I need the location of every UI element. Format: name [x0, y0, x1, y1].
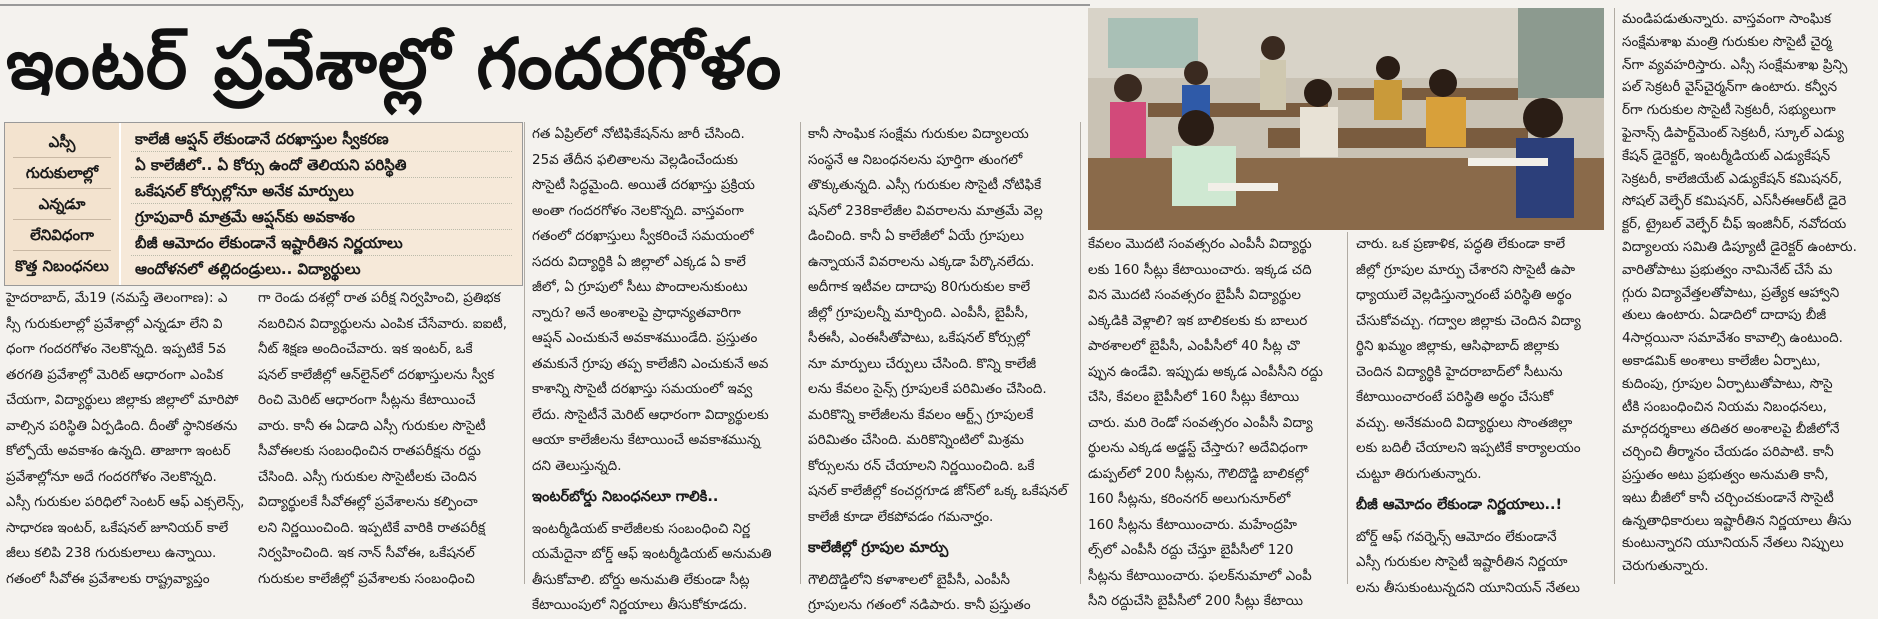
article-text-line: కోల్పోయే అవకాశం ఉన్నది. తాజాగా ఇంటర్	[6, 443, 231, 459]
article-text-line: అంతా గందరగోళం నెలకొన్నది. వాస్తవంగా	[532, 202, 744, 219]
article-text-line: చర్చించి తీర్మానం చేయడం పరిపాటి. కానీ	[1622, 444, 1834, 461]
article-text-line: గ్రూపులను గతంలో నడిపారు. కానీ ప్రస్తుతం	[808, 597, 1031, 613]
article-column-4	[808, 122, 1070, 613]
article-text-line: కేటాయింపులో నిర్ణయాలు తీసుకోకూడదు.	[532, 597, 748, 613]
article-text-line: విద్యాలయ సమితి డిప్యూటీ డైరెక్టర్ ఉంటారు.	[1622, 238, 1857, 255]
article-text-line: ప్పున ఉండేవి. ఇప్పుడు అక్కడ ఎంపీసీని రద్దు	[1088, 363, 1323, 380]
article-text-line: క్టర్, ట్రైబల్ వెల్ఫేర్ చీఫ్ ఇంజినీర్, నవోదయ	[1622, 216, 1847, 233]
article-text-line: డుప్పల్‌లో 200 సీట్లను, గౌలిదొడ్డి బాలికల్లో	[1088, 465, 1309, 482]
article-text-line: జీల్లో గ్రూపులన్నీ మార్చింది. ఎంపీసీ, బైపీసీ,	[808, 304, 1029, 321]
article-text-line: టీకి సంబంధించిన నియమ నిబంధనలు,	[1622, 398, 1827, 415]
article-text-line: చెందిన విద్యార్థికి హైదరాబాద్‌లో సీటును	[1356, 363, 1563, 380]
article-text-line: పల్ సెక్రటరీ వైస్‌చైర్మన్‌గా ఉంటారు. కన్వీన	[1622, 79, 1838, 96]
summary-point: గ్రూపువారీ మాత్రమే ఆప్షన్‌కు అవకాశం	[131, 205, 512, 230]
article-text-line: చేసింది. ఎస్సీ గురుకుల సొసైటీలకు చెందిన	[258, 468, 477, 485]
article-text-line: కాశాన్ని సొసైటీ దరఖాస్తు సమయంలో ఇవ్వ	[532, 381, 753, 397]
article-text-line: ధంగా గందరగోళం నెలకొన్నది. ఇప్పటికే 5వ	[6, 341, 226, 357]
article-column-3	[532, 122, 790, 613]
article-text-line: కాలేజీ కూడా లేకపోవడం గమనార్హం.	[808, 508, 994, 525]
article-text-line: నిర్వహించింది. ఇక నాన్ సీవోఈ, ఒకేషనల్	[258, 545, 475, 561]
article-text-line: సీట్లను కేటాయించారు. ఫలక్‌నుమాలో ఎంపీ	[1088, 567, 1312, 584]
article-text-line: న్‌గా వ్యవహరిస్తారు. ఎస్సీ సంక్షేమశాఖ ప్రిన్సి	[1622, 56, 1848, 73]
article-text-line: షనల్ కాలేజీల్లో కంచర్లగూడ జోన్‌లో ఒక్క ఒకేషనల్	[808, 483, 1068, 499]
article-text-line: సోషల్ వెల్ఫేర్ కమిషనర్, ఎస్‌సీఈఆర్‌టీ డైరె	[1622, 193, 1847, 210]
article-text-line: ఆప్షన్ ఎంచుకునే అవకాశముండేది. ప్రస్తుతం	[532, 330, 758, 346]
article-text-line: వచ్చు. అనేకమంది విద్యార్థులు సొంతజిల్లా	[1356, 414, 1573, 431]
article-text-line: గౌలిదొడ్డిలోని కళాశాలలో బైపీసీ, ఎంపీసీ	[808, 571, 1010, 588]
article-text-line: చారు. మరి రెండో సంవత్సరం ఎంపీసీ విద్యా	[1088, 414, 1313, 431]
headline: ఇంటర్ ప్రవేశాల్లో గందరగోళం	[6, 23, 783, 105]
article-text-line: న్నారు? అనే అంశాలపై ప్రాధాన్యతవారిగా	[532, 304, 741, 321]
article-text-line: అదీగాక ఇటీవల దాదాపు 80గురుకుల కాలే	[808, 279, 1031, 295]
article-text-line: 4సార్లయినా సమావేశం కావాల్సి ఉంటుంది.	[1622, 330, 1843, 347]
article-text-line: గా రెండు దశల్లో రాత పరీక్ష నిర్వహించి, ప్రతిభక	[258, 290, 501, 306]
article-text-line: నీట్ శిక్షణ అందించేవారు. ఇక ఇంటర్, ఒకే	[258, 341, 473, 357]
article-subheading: కాలేజీల్లో గ్రూపుల మార్పు	[808, 540, 949, 556]
column-divider	[800, 122, 801, 584]
article-text-line: ప్రవేశాల్లోనూ అదే గందరగోళం నెలకొన్నది.	[6, 468, 217, 485]
article-text-line: లను తీసుకుంటున్నదని యూనియన్ నేతలు	[1356, 579, 1580, 596]
article-subheading: ఇంటర్‌బోర్డు నిబంధనలూ గాలికి..	[532, 489, 719, 505]
article-text-line: సాధారణ ఇంటర్, ఒకేషనల్ జూనియర్ కాలే	[6, 519, 229, 536]
article-column-1	[6, 286, 246, 587]
article-text-line: వారితోపాటు ప్రభుత్వం నామినేట్ చేసే మ	[1622, 261, 1833, 278]
summary-label	[5, 123, 121, 285]
summary-point: ఏ కాలేజీలో.. ఏ కోర్సు ఉందో తెలియని పరిస్థితి	[131, 153, 512, 178]
article-text-line: కేషన్ డైరెక్టర్, ఇంటర్మీడియట్ ఎడ్యుకేషన్	[1622, 147, 1831, 164]
article-text-line: ఇంటర్మీడియట్ కాలేజీలకు సంబంధించి నిర్ణ	[532, 520, 751, 537]
article-text-line: సెక్రటరీ, కాలేజియేట్ ఎడ్యుకేషన్ కమిషనర్,	[1622, 170, 1843, 187]
article-text-line: ప్రస్తుతం అటు ప్రభుత్వం అనుమతి కానీ,	[1622, 466, 1829, 483]
article-text-line: మార్గదర్శకాలు తదితర అంశాలపై బీజీలోనే	[1622, 421, 1840, 438]
article-text-line: లని నిర్ణయించింది. ఇప్పటికే వారికి రాతపరీక్ష	[258, 519, 486, 536]
article-text-line: సదరు విద్యార్థికి ఏ జిల్లాలో ఎక్కడ ఏ కాలే	[532, 253, 746, 270]
summary-label-line: లేనివిధంగా	[13, 220, 111, 251]
article-text-line: ర్‌గా గురుకుల సొసైటీ సెక్రటరీ, సభ్యులుగా	[1622, 102, 1836, 119]
article-text-line: సొసైటీ సిద్ధమైంది. అయితే దరఖాస్తు ప్రక్రియ	[532, 177, 755, 193]
article-text-line: నూ మార్పులు చేర్పులు చేసింది. కొన్ని కాలేజీ	[808, 355, 1037, 372]
article-text-line: విన మొదటి సంవత్సరం బైపీసీ విద్యార్థుల	[1088, 287, 1301, 303]
column-divider	[1614, 8, 1615, 584]
article-text-line: కుంటున్నారని యూనియన్ నేతలు నిప్పులు	[1622, 535, 1844, 552]
article-text-line: కుదింపు, గ్రూపుల ఏర్పాటుతోపాటు, సొసై	[1622, 375, 1833, 392]
article-text-line: చేయగా, విద్యార్థులు జిల్లాకు జిల్లాలో మారిపో	[6, 392, 239, 408]
article-column-2	[258, 286, 510, 587]
article-text-line: సీఈసీ, ఎంఈసీతోపాటు, ఒకేషనల్ కోర్సుల్లో	[808, 330, 1030, 346]
summary-label-line: కొత్త నిబంధనలు	[15, 257, 109, 275]
article-text-line: అకాడమిక్ అంశాలు కాలేజీల ఏర్పాటు,	[1622, 352, 1821, 369]
article-text-line: లకు బదిలీ చేయాలని ఇప్పటికే కార్యాలయం	[1356, 440, 1581, 456]
article-column-5	[1088, 232, 1338, 609]
article-text-line: ల్స్‌లో ఎంపీసీ రద్దు చేస్తూ బైపీసీలో 120	[1088, 542, 1294, 558]
article-text-line: గ్గురు విద్యావేత్తలతోపాటు, ప్రత్యేక ఆహ్వాని	[1622, 284, 1840, 301]
article-text-line: ఎక్కడికి వెళ్లాలి? ఇక బాలికలకు కు బాలుర	[1088, 312, 1308, 329]
article-text-line: కోర్సులను రన్ చేయాలని నిర్ణయించింది. ఒకే	[808, 457, 1035, 474]
article-text-line: గతంలో దరఖాస్తులు స్వీకరించే సమయంలో	[532, 228, 754, 244]
article-text-line: ఎస్సీ గురుకుల పరిధిలో సెంటర్ ఆఫ్ ఎక్సలెన్స్,	[6, 494, 245, 510]
article-text-line: దని తెలుస్తున్నది.	[532, 457, 622, 474]
article-text-line: ర్థులను ఎక్కడ అడ్జస్ట్ చేస్తారు? అదేవిధంగా	[1088, 440, 1308, 456]
summary-box	[4, 122, 523, 286]
article-text-line: తరగతి ప్రవేశాల్లో మెరిట్ ఆధారంగా ఎంపిక	[6, 366, 223, 383]
summary-point: బీజీ ఆమోదం లేకుండానే ఇష్టారీతిన నిర్ణయాలు	[131, 231, 512, 256]
article-text-line: రించి మెరిట్ ఆధారంగా సీట్లను కేటాయించే	[258, 392, 476, 408]
article-text-line: చారు. ఒక ప్రణాళిక, పద్ధతి లేకుండా కాలే	[1356, 236, 1566, 252]
photo-illustration	[1088, 8, 1604, 230]
article-text-line: చెరుగుతున్నారు.	[1622, 558, 1709, 575]
column-divider	[1347, 232, 1348, 584]
article-text-line: లేదు. సొసైటీనే మెరిట్ ఆధారంగా విద్యార్థులకు	[532, 406, 769, 423]
summary-label-line: గురుకులాల్లో	[13, 158, 111, 189]
article-text-line: లను కేవలం సైన్స్ గ్రూపులకే పరిమితం చేసింది.	[808, 381, 1047, 397]
article-text-line: పరిమితం చేసింది. మరికొన్నింటిలో మిశ్రమ	[808, 432, 1024, 448]
article-text-line: గత ఏప్రిల్‌లో నోటిఫికేషన్‌ను జారీ చేసింది.	[532, 126, 745, 142]
article-text-line: సీవోఈలకు సంబంధించిన రాతపరీక్షను రద్దు	[258, 443, 481, 459]
article-column-6	[1356, 232, 1606, 596]
article-text-line: షనల్ కాలేజీల్లో ఆన్‌లైన్‌లో దరఖాస్తులను స్వీక	[258, 366, 495, 383]
article-text-line: డించింది. కానీ ఏ కాలేజీలో ఏయే గ్రూపులు	[808, 228, 1025, 244]
students-exam-photo	[1088, 8, 1604, 230]
article-text-line: మరికొన్ని కాలేజీలను కేవలం ఆర్ట్స్ గ్రూపులకే	[808, 406, 1034, 423]
article-text-line: షన్‌లో 238కాలేజీల వివరాలను మాత్రమే వెల్ల	[808, 202, 1043, 219]
article-text-line: సంక్షేమశాఖ మంత్రి గురుకుల సొసైటీ చైర్మ	[1622, 33, 1832, 50]
article-text-line: యమేదైనా బోర్డ్ ఆఫ్ ఇంటర్మీడియట్ అనుమతి	[532, 546, 772, 562]
article-text-line: చుట్టూ తిరుగుతున్నారు.	[1356, 465, 1482, 482]
article-text-line: ఆయా కాలేజీలను కేటాయించే అవకాశమున్న	[532, 432, 761, 448]
article-text-line: తులు ఉంటారు. ఏడాదిలో దాదాపు బీజీ	[1622, 307, 1827, 324]
article-text-line: జీల్లో గ్రూపుల మార్పు చేశారని సొసైటీ ఉపా	[1356, 261, 1575, 278]
article-text-line: విద్యార్థులకే సీవోఈల్లో ప్రవేశాలను కల్పించా	[258, 494, 478, 510]
article-text-line: నబరిచిన విద్యార్థులను ఎంపిక చేసేవారు. ఐఐటీ,	[258, 315, 508, 332]
article-text-line: ఉన్నతాధికారులు ఇష్టారీతిన నిర్ణయాలు తీసు	[1622, 512, 1852, 529]
article-text-line: ధ్యాయులే వెల్లడిస్తున్నారంటే పరిస్థితి అర్థం	[1356, 287, 1572, 303]
article-text-line: వారు. కానీ ఈ ఏడాది ఎస్సీ గురుకుల సొసైటీ	[258, 417, 486, 434]
article-text-line: ఫైనాన్స్ డిపార్ట్‌మెంట్ సెక్రటరీ, స్కూల్ ఎడ్యు	[1622, 124, 1844, 141]
article-text-line: కేవలం మొదటి సంవత్సరం ఎంపీసీ విద్యార్థు	[1088, 236, 1312, 252]
article-text-line: పాఠశాలలో బైపీసీ, ఎంపీసీలో 40 సీట్ల చొ	[1088, 338, 1300, 354]
article-text-line: కేటాయించారంటే పరిస్థితి అర్థం చేసుకో	[1356, 389, 1554, 405]
column-divider	[524, 122, 525, 584]
article-text-line: గతంలో సీవోఈ ప్రవేశాలకు రాష్ట్రవ్యాప్తం	[6, 570, 210, 587]
summary-point: ఆందోళనలో తల్లిదండ్రులు.. విద్యార్థులు	[135, 259, 361, 278]
article-text-line: బోర్డ్ ఆఫ్ గవర్నెన్స్ ఆమోదం లేకుండానే	[1356, 528, 1557, 545]
article-text-line: ఇటు బీజీలో కానీ చర్చించకుండానే సొసైటీ	[1622, 489, 1834, 506]
summary-point: కాలేజీ ఆప్షన్ లేకుండానే దరఖాస్తుల స్వీకరణ	[131, 127, 512, 152]
article-text-line: ఉన్నాయనే వివరాలను ఎక్కడా పేర్కొనలేదు.	[808, 253, 1035, 270]
column-divider	[1080, 122, 1081, 584]
article-text-line: సీని రద్దుచేసి బైపీసీలో 200 సీట్లు కేటాయి	[1088, 593, 1303, 609]
summary-label-line: ఎన్నడూ	[13, 189, 111, 220]
article-text-line: కానీ సాంఘిక సంక్షేమ గురుకుల విద్యాలయ	[808, 126, 1029, 142]
article-text-line: గురుకుల కాలేజీల్లో ప్రవేశాలకు సంబంధించి	[258, 570, 475, 587]
article-text-line: స్సీ గురుకులాల్లో ప్రవేశాల్లో ఎన్నడూ లేని వి	[6, 315, 223, 332]
article-text-line: లకు 160 సీట్లు కేటాయించారు. ఇక్కడ చది	[1088, 261, 1312, 278]
article-text-line: చేసుకోవచ్చు. గద్వాల జిల్లాకు చెందిన విద్యా	[1356, 312, 1581, 329]
article-text-line: చేసి, కేవలం బైపీసీలో 160 సీట్లు కేటాయి	[1088, 389, 1300, 405]
article-subheading: బీజీ ఆమోదం లేకుండా నిర్ణయాలు..!	[1356, 497, 1563, 513]
article-text-line: తీసుకోవాలి. బోర్డు అనుమతి లేకుండా సీట్ల	[532, 571, 750, 588]
article-text-line: ర్థిని ఖమ్మం జిల్లాకు, ఆసిఫాబాద్ జిల్లాకు	[1356, 338, 1560, 354]
article-text-line: ఎస్సీ గురుకుల సొసైటీ ఇష్టారీతిన నిర్ణయా	[1356, 554, 1568, 570]
article-text-line: 160 సీట్లను, కరింనగర్ అలుగునూర్‌లో	[1088, 491, 1291, 507]
article-text-line: 160 సీట్లను కేటాయించారు. మహేంద్రహి	[1088, 516, 1297, 533]
article-text-line: జీలు కలిపి 238 గురుకులాలు ఉన్నాయి.	[6, 545, 217, 561]
top-rule	[0, 4, 1090, 6]
article-text-line: తమకునే గ్రూపు తప్ప కాలేజీని ఎంచుకునే అవ	[532, 355, 769, 372]
summary-points	[121, 123, 522, 285]
article-text-line: జీలో, ఏ గ్రూపులో సీటు పొందాలనుకుంటు	[532, 279, 748, 295]
article-text-line: హైదరాబాద్, మే19 (నమస్తే తెలంగాణ): ఎ	[6, 290, 228, 306]
summary-point: ఒకేషనల్ కోర్సుల్లోనూ అనేక మార్పులు	[131, 179, 512, 204]
article-text-line: మండిపడుతున్నారు. వాస్తవంగా సాంఘిక	[1622, 11, 1832, 27]
article-text-line: వాల్సిన పరిస్థితి ఏర్పడింది. దీంతో స్థానికతను	[6, 417, 238, 434]
article-text-line: 25వ తేదీన ఫలితాలను వెల్లడించేందుకు	[532, 151, 738, 168]
article-text-line: తొక్కుతున్నది. ఎస్సీ గురుకుల సొసైటీ నోటిఫికే	[808, 177, 1042, 193]
summary-label-line: ఎస్సీ	[13, 127, 111, 158]
article-text-line: సంస్థనే ఆ నిబంధనలను పూర్తిగా తుంగలో	[808, 151, 1023, 168]
article-column-7	[1622, 8, 1874, 584]
